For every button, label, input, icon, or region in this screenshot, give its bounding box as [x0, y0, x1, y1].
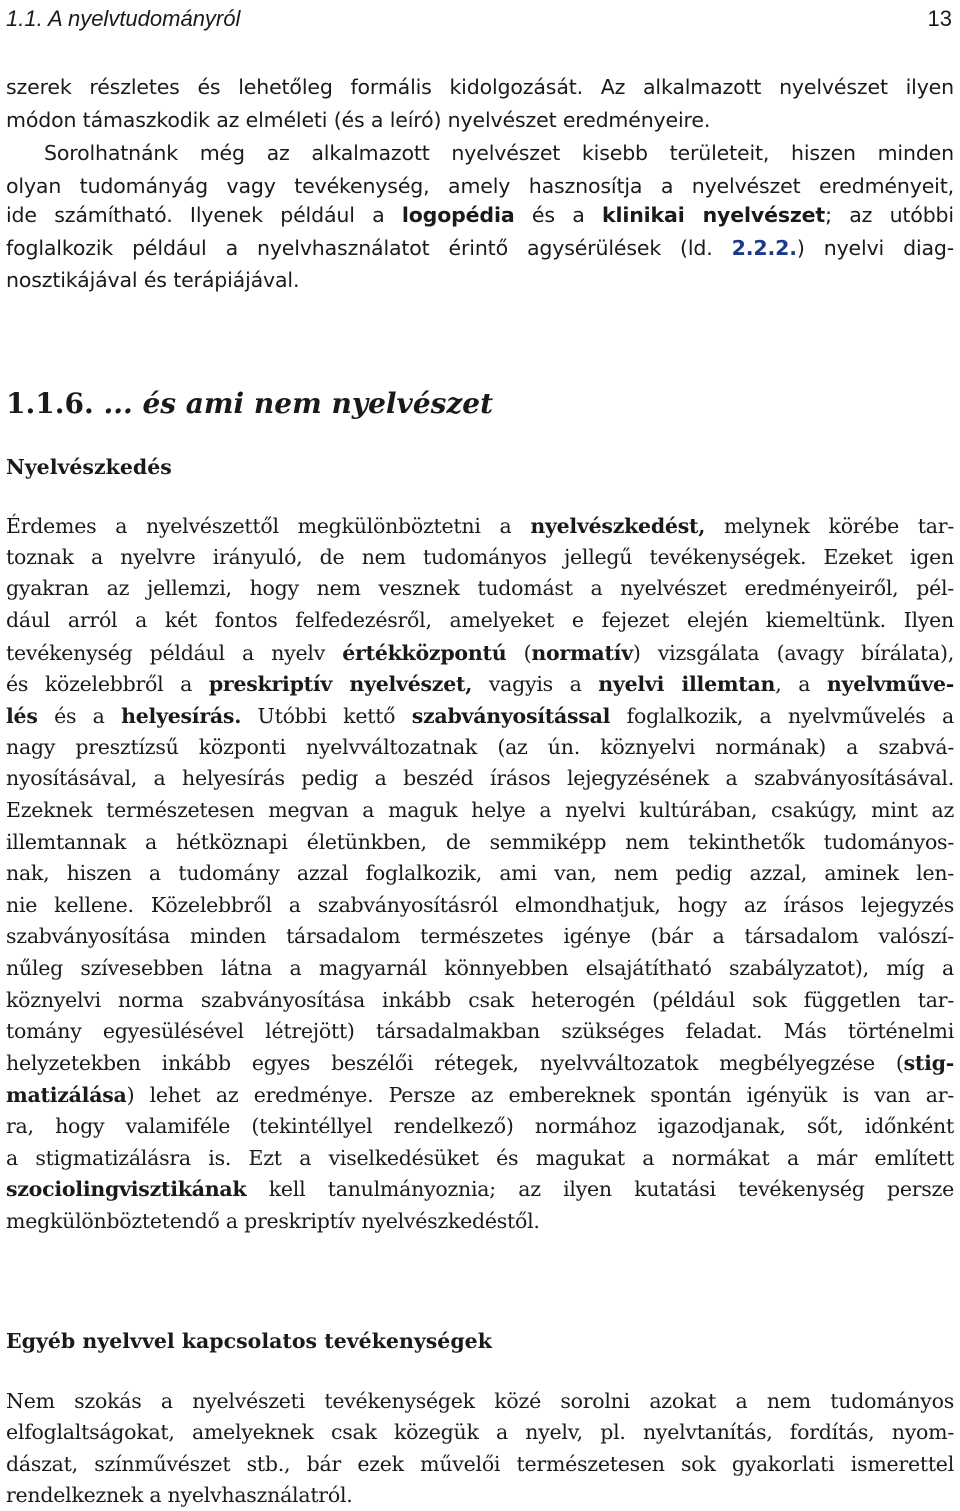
- p2-line: szabványosítása minden társadalom természetes igénye (bár a társadalom valószí-: [6, 924, 954, 948]
- p2-line: dául arról a két fontos felfedezésről, amelyeket e fejezet elején kiemeltünk. Ilyen: [6, 608, 954, 632]
- p1-line: foglalkozik például a nyelvhasználatot érintő agysérülések (ld. 2.2.2.) nyelvi diag-: [6, 236, 955, 260]
- p3-line: dászat, színművészet stb., bár ezek művelői természetesen sok gyakorlati ismerettel: [6, 1452, 954, 1476]
- p2-line: helyzetekben inkább egyes beszélői rétegek, nyelvváltozatok megbélyegzése (stig-: [6, 1051, 954, 1075]
- term-logopedia: logopédia: [401, 203, 515, 227]
- p2-line: gyakran az jellemzi, hogy nem vesznek tudomást a nyelvészet eredményeiről, pél-: [6, 576, 954, 600]
- p3-line: rendelkeznek a nyelvhasználatról.: [6, 1483, 353, 1507]
- p2-line: Ezeknek természetesen megvan a maguk helye a nyelvi kultúrában, csakúgy, mint az: [6, 798, 954, 822]
- chapter-title: 1.1. A nyelvtudományról: [6, 6, 241, 31]
- p2-line: a stigmatizálásra is. Ezt a viselkedésüket és magukat a normákat a már említett: [6, 1146, 954, 1170]
- section-number: 1.1.6.: [6, 387, 94, 420]
- p1-line: módon támaszkodik az elméleti (és a leíró) nyelvészet eredményeire.: [6, 108, 711, 132]
- p2-line: lés és a helyesírás. Utóbbi kettő szabványosítással foglalkozik, a nyelvművelés a: [6, 704, 954, 728]
- p2-line: nak, hiszen a tudomány azzal foglalkozik, ami van, nem pedig azzal, aminek len-: [6, 861, 954, 885]
- p1-line: olyan tudományág vagy tevékenység, amely hasznosítja a nyelvészet eredményeit,: [6, 174, 954, 198]
- term-szociolingvisztika: szociolingvisztikának: [6, 1177, 247, 1201]
- p1-line: Sorolhatnánk még az alkalmazott nyelvészet kisebb területeit, hiszen minden: [44, 141, 954, 165]
- p2-line: tevékenység például a nyelv értékközpontú (normatív) vizsgálata (avagy bírálata),: [6, 641, 954, 665]
- section-title-text: ... és ami nem nyelvészet: [103, 387, 494, 420]
- p1-line: ide számítható. Ilyenek például a logopédia és a klinikai nyelvészet; az utóbbi: [6, 203, 954, 227]
- p2-line: nyosításával, a helyesírás pedig a beszéd írásos lejegyzésének a szabványosításával.: [6, 766, 954, 790]
- term-klinikai-nyelveszet: klinikai nyelvészet: [602, 203, 826, 227]
- p2-line: megkülönböztetendő a preskriptív nyelvészkedéstől.: [6, 1209, 540, 1233]
- p1-line: nosztikájával és terápiájával.: [6, 268, 300, 292]
- p2-line: ra, hogy valamiféle (tekintéllyel rendelkező) normához igazodjanak, sőt, időnként: [6, 1114, 954, 1138]
- p2-line: nie kellene. Közelebbről a szabványosításról elmondhatjuk, hogy az írásos lejegyzés: [6, 893, 954, 917]
- p2-line: köznyelvi norma szabványosítása inkább csak heterogén (például sok független tar-: [6, 988, 954, 1012]
- term-nyelveszkedes: nyelvészkedést,: [530, 514, 706, 538]
- cross-reference-link[interactable]: 2.2.2.: [731, 236, 797, 260]
- p2-line: toznak a nyelvre irányuló, de nem tudományos jellegű tevékenységek. Ezeket igen: [6, 545, 954, 569]
- p3-line: elfoglaltságokat, amelyeknek csak közegük a nyelv, pl. nyelvtanítás, fordítás, nyom-: [6, 1420, 954, 1444]
- subsection-heading: Nyelvészkedés: [6, 455, 172, 479]
- p2-line: és közelebbről a preskriptív nyelvészet, vagyis a nyelvi illemtan, a nyelvműve-: [6, 672, 954, 696]
- p2-line: nagy presztízsű központi nyelvváltozatnak (az ún. köznyelvi normának) a szabvá-: [6, 735, 954, 759]
- p1-line: szerek részletes és lehetőleg formális kidolgozását. Az alkalmazott nyelvészet ilyen: [6, 75, 954, 99]
- p3-line: Nem szokás a nyelvészeti tevékenységek közé sorolni azokat a nem tudományos: [6, 1389, 954, 1413]
- p2-line: Érdemes a nyelvészettől megkülönböztetni a nyelvészkedést, melynek körébe tar-: [6, 514, 954, 538]
- p2-line: matizálása) lehet az eredménye. Persze az embereknek spontán igényük is van ar-: [6, 1083, 954, 1107]
- running-header: [6, 4, 952, 34]
- p2-line: illemtannak a hétköznapi életünkben, de semmiképp nem tekinthetők tudományos-: [6, 830, 954, 854]
- p2-line: szociolingvisztikának kell tanulmányoznia; az ilyen kutatási tevékenység persze: [6, 1177, 954, 1201]
- page-number: 13: [927, 6, 952, 31]
- p2-line: nűleg szívesebben látna a magyarnál könnyebben elsajátítható szabályzatot), míg a: [6, 956, 954, 980]
- p2-line: tomány egyesülésével létrejött) társadalmakban szükséges feladat. Más történelmi: [6, 1019, 954, 1043]
- section-heading: [6, 384, 493, 424]
- subsection-heading: Egyéb nyelvvel kapcsolatos tevékenységek: [6, 1329, 492, 1353]
